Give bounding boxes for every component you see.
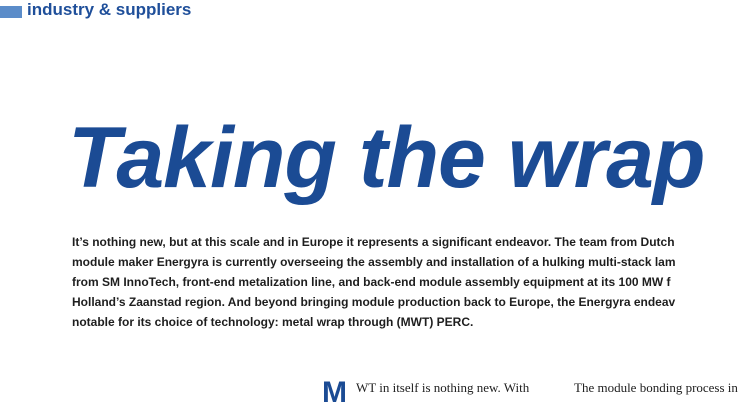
article-standfirst	[72, 232, 750, 332]
standfirst-line: It’s nothing new, but at this scale and in Europe it represents a significant endeavor. The team from Dutch	[72, 235, 675, 249]
standfirst-line: from SM InnoTech, front-end metalization line, and back-end module assembly equipment at its 100 MW f	[72, 275, 671, 289]
drop-cap: M	[322, 376, 347, 409]
body-column-2-text: The module bonding process in	[574, 380, 738, 395]
section-marker-bar	[0, 6, 22, 18]
article-headline: Taking the wrap	[68, 110, 705, 206]
standfirst-line: module maker Energyra is currently overseeing the assembly and installation of a hulking multi-stack lam	[72, 255, 676, 269]
section-label: industry & suppliers	[27, 0, 192, 19]
body-column-1-text: WT in itself is nothing new. With	[356, 380, 530, 395]
standfirst-line: Holland’s Zaanstad region. And beyond bringing module production back to Europe, the Energyra endeav	[72, 295, 676, 309]
standfirst-line: notable for its choice of technology: metal wrap through (MWT) PERC.	[72, 315, 474, 329]
